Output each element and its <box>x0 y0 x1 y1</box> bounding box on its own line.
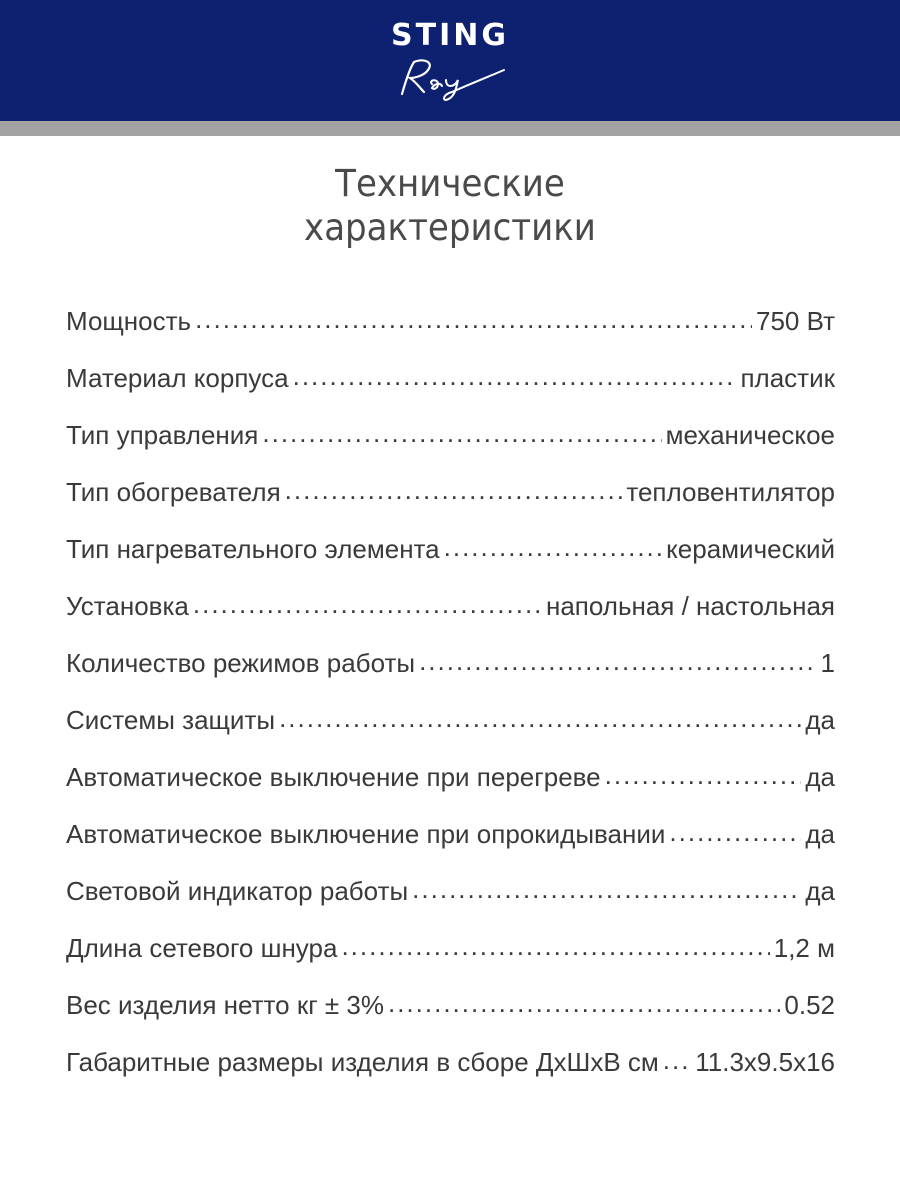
dot-leader <box>605 751 802 799</box>
spec-label: Автоматическое выключение при опрокидывании <box>66 819 666 849</box>
spec-value: напольная / настольная <box>545 591 835 621</box>
spec-value: да <box>805 819 835 849</box>
spec-value: да <box>805 762 835 792</box>
dot-leader <box>285 466 623 514</box>
spec-value: 11.3x9.5x16 <box>695 1047 835 1077</box>
spec-label: Системы защиты <box>66 705 276 735</box>
page-title-line-1: Технические <box>335 162 565 205</box>
spec-row-net-weight <box>66 981 835 1038</box>
dot-leader <box>193 580 542 628</box>
dot-leader <box>663 1036 691 1084</box>
spec-row-dimensions <box>66 1038 835 1095</box>
spec-value: тепловентилятор <box>626 477 835 507</box>
spec-value: да <box>805 705 835 735</box>
spec-label: Автоматическое выключение при перегреве <box>66 762 601 792</box>
spec-value: пластик <box>740 363 835 393</box>
page-title <box>36 162 864 250</box>
spec-row-heating-element <box>66 525 835 582</box>
spec-label: Тип управления <box>66 420 259 450</box>
spec-list <box>66 297 835 1095</box>
spec-row-control-type <box>66 411 835 468</box>
dot-leader <box>195 295 752 343</box>
spec-row-power-indicator <box>66 867 835 924</box>
spec-value: 0.52 <box>784 990 835 1020</box>
dot-leader <box>341 922 769 970</box>
spec-row-modes-count <box>66 639 835 696</box>
spec-label: Тип обогревателя <box>66 477 281 507</box>
spec-row-power <box>66 297 835 354</box>
brand-name: STING <box>391 18 509 53</box>
spec-value: 1,2 м <box>773 933 835 963</box>
spec-value: 750 Вт <box>756 306 835 336</box>
spec-row-protection-systems <box>66 696 835 753</box>
spec-row-housing-material <box>66 354 835 411</box>
spec-label: Световой индикатор работы <box>66 876 409 906</box>
spec-label: Количество режимов работы <box>66 648 416 678</box>
spec-row-installation <box>66 582 835 639</box>
dot-leader <box>262 409 661 457</box>
dot-leader <box>444 523 662 571</box>
spec-row-tipover-shutoff <box>66 810 835 867</box>
dot-leader <box>388 979 780 1027</box>
spec-value: 1 <box>820 648 835 678</box>
dot-leader <box>412 865 801 913</box>
spec-row-cord-length <box>66 924 835 981</box>
spec-label: Мощность <box>66 306 192 336</box>
spec-label: Материал корпуса <box>66 363 289 393</box>
spec-label: Длина сетевого шнура <box>66 933 338 963</box>
dot-leader <box>419 637 816 685</box>
spec-row-heater-type <box>66 468 835 525</box>
spec-value: да <box>805 876 835 906</box>
header-stripe <box>0 121 900 136</box>
spec-label: Вес изделия нетто кг ± 3% <box>66 990 384 1020</box>
spec-value: керамический <box>666 534 835 564</box>
dot-leader <box>293 352 737 400</box>
brand-logo <box>0 18 900 102</box>
spec-label: Габаритные размеры изделия в сборе ДхШхВ см <box>66 1047 659 1077</box>
brand-header <box>0 0 900 121</box>
spec-label: Установка <box>66 591 189 621</box>
brand-script-logo <box>380 54 520 102</box>
spec-row-overheat-shutoff <box>66 753 835 810</box>
page-title-line-2: характеристики <box>304 206 596 249</box>
dot-leader <box>669 808 801 856</box>
dot-leader <box>279 694 801 742</box>
spec-label: Тип нагревательного элемента <box>66 534 440 564</box>
spec-value: механическое <box>665 420 835 450</box>
